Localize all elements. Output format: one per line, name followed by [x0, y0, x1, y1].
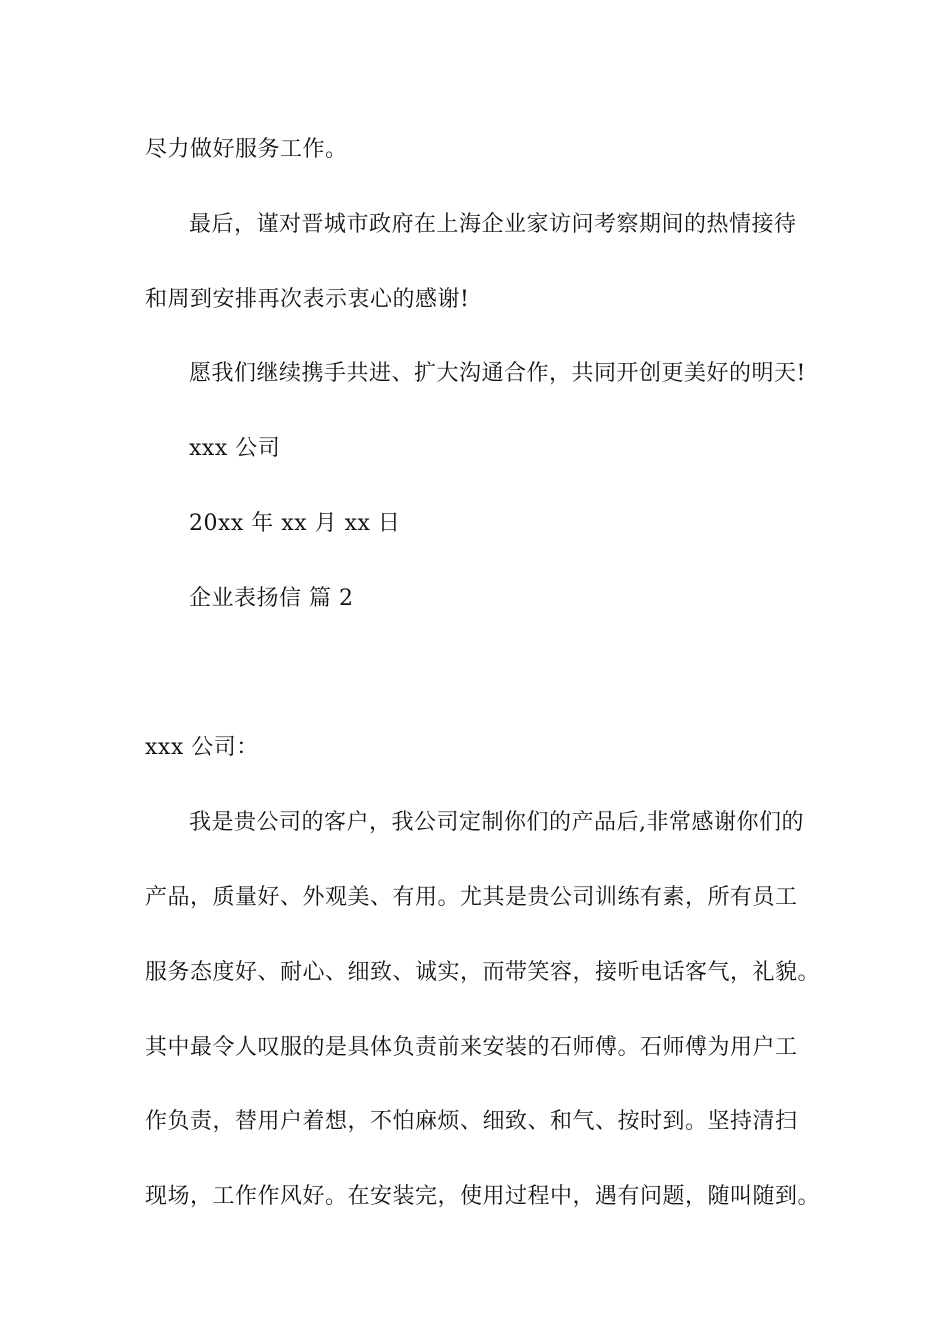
- paragraph-line: 尽力做好服务工作。: [145, 137, 348, 162]
- paragraph-line: 和周到安排再次表示衷心的感谢!: [145, 287, 470, 312]
- letter-salutation: xxx 公司：: [145, 735, 259, 760]
- paragraph-line: 我是贵公司的客户，我公司定制你们的产品后,非常感谢你们的: [189, 810, 804, 835]
- paragraph-line: 服务态度好、耐心、细致、诚实，而带笑容，接听电话客气，礼貌。: [145, 960, 821, 985]
- signature-date: 20xx 年 xx 月 xx 日: [189, 511, 401, 536]
- paragraph-line: 产品，质量好、外观美、有用。尤其是贵公司训练有素，所有员工: [145, 885, 798, 910]
- paragraph-line: 现场，工作作风好。在安装完，使用过程中，遇有问题，随叫随到。: [145, 1184, 821, 1209]
- section-heading: 企业表扬信 篇 2: [189, 586, 354, 611]
- paragraph-line: 作负责，替用户着想，不怕麻烦、细致、和气、按时到。坚持清扫: [145, 1109, 798, 1134]
- paragraph-line: 愿我们继续携手共进、扩大沟通合作，共同开创更美好的明天!: [189, 361, 806, 386]
- paragraph-line: 其中最令人叹服的是具体负责前来安装的石师傅。石师傅为用户工: [145, 1035, 798, 1060]
- signature-company: xxx 公司: [189, 436, 281, 461]
- paragraph-line: 最后，谨对晋城市政府在上海企业家访问考察期间的热情接待: [189, 212, 797, 237]
